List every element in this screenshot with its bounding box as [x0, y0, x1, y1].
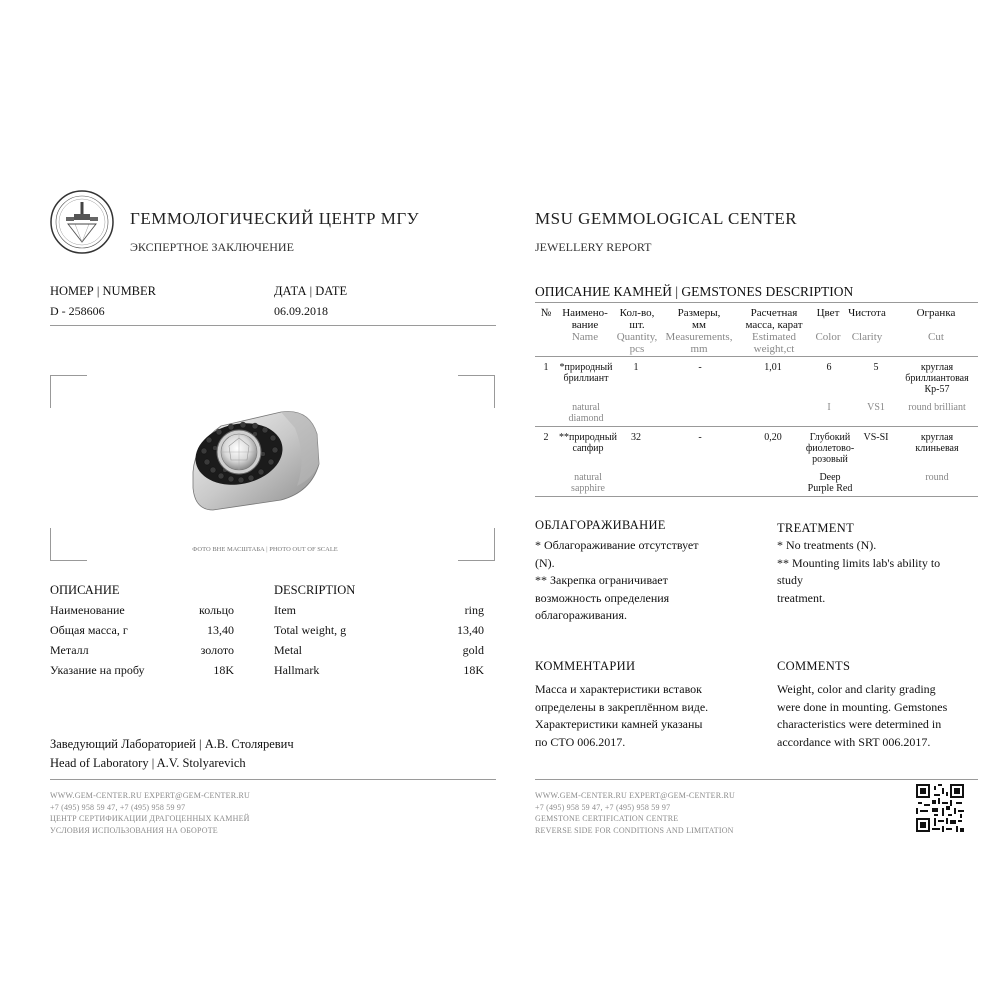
stone-color: 6 [826, 362, 832, 373]
comments-text-ru: Масса и характеристики вставок определены в закреплённом виде. Характеристики камней указаны по СТО 006.2017. [535, 682, 709, 749]
treatment-text-en: * No treatments (N). ** Mounting limits lab's ability to study treatment. [777, 538, 941, 605]
ru-label: Общая масса, г [50, 623, 128, 637]
table-rule [535, 496, 978, 497]
en-label: Metal [274, 643, 302, 657]
frame-corner [50, 375, 87, 408]
stone-measurements: - [698, 362, 702, 373]
frame-corner [50, 528, 87, 561]
treatment-heading-en: TREATMENT [777, 521, 854, 535]
stone-clarity-en: VS1 [867, 402, 885, 413]
description-row [274, 643, 484, 658]
stone-clarity: VS-SI [863, 432, 889, 443]
en-subtitle: JEWELLERY REPORT [535, 240, 652, 254]
ru-value: 13,40 [207, 623, 234, 637]
ru-value: 18K [213, 663, 234, 677]
ru-label: Металл [50, 643, 89, 657]
description-row [274, 623, 484, 638]
description-row [50, 643, 234, 658]
report-number: D - 258606 [50, 304, 105, 318]
stone-name: *природный бриллиант [559, 362, 613, 384]
stone-clarity: 5 [873, 362, 879, 373]
treatment-text-ru: * Облагораживание отсутствует (N). ** Закрепка ограничивает возможность определения облагораживания. [535, 538, 699, 622]
date-label: ДАТА | DATE [274, 284, 348, 298]
stone-name-en: natural diamond [568, 402, 604, 424]
stone-cut: круглая клиньевая [915, 432, 959, 454]
stone-quantity: 32 [631, 432, 641, 443]
comments-heading-ru: КОММЕНТАРИИ [535, 659, 636, 673]
comments-heading-en: COMMENTS [777, 659, 851, 673]
frame-corner [458, 528, 495, 561]
photo-caption: ФОТО ВНЕ МАСШТАБА | PHOTO OUT OF SCALE [192, 546, 338, 553]
divider [50, 325, 496, 326]
stone-name: **природный сапфир [559, 432, 617, 454]
header-weight: Расчетная масса, карат Estimated weight,ct [745, 307, 803, 355]
row-number: 2 [543, 432, 549, 443]
description-heading-ru: ОПИСАНИЕ [50, 583, 120, 597]
en-label: Total weight, g [274, 623, 347, 637]
stone-color: Глубокий фиолетово- розовый [805, 432, 855, 465]
description-row [50, 663, 234, 678]
stone-cut-en: round brilliant [908, 402, 966, 413]
frame-corner [458, 375, 495, 408]
ru-subtitle: ЭКСПЕРТНОЕ ЗАКЛЮЧЕНИЕ [130, 240, 294, 254]
qr-code-icon [916, 784, 964, 832]
header-clarity: Чистота Clarity [848, 307, 886, 343]
ru-title: ГЕММОЛОГИЧЕСКИЙ ЦЕНТР МГУ [130, 209, 420, 228]
header-measurements: Размеры, мм Measurements, mm [665, 307, 733, 355]
stone-cut-en: round [925, 472, 949, 483]
footer-left: WWW.GEM-CENTER.RU EXPERT@GEM-CENTER.RU +7 (495) 958 59 47, +7 (495) 958 59 97 ЦЕНТР СЕРТИФИКАЦИИ ДРАГОЦЕННЫХ КАМНЕЙ УСЛОВИЯ ИСПОЛЬЗОВАНИЯ НА ОБОРОТЕ [50, 791, 250, 835]
description-row [274, 603, 484, 618]
row-number: 1 [543, 362, 549, 373]
signature-en: Head of Laboratory | A.V. Stolyarevich [50, 756, 246, 770]
en-value: ring [464, 603, 484, 617]
header-quantity: Кол-во, шт. Quantity, pcs [616, 307, 658, 355]
stone-color-en: I [827, 402, 831, 413]
header-no: № [540, 307, 552, 319]
stone-weight: 0,20 [764, 432, 782, 443]
gemstones-heading: ОПИСАНИЕ КАМНЕЙ | GEMSTONES DESCRIPTION [535, 284, 854, 299]
stone-quantity: 1 [633, 362, 639, 373]
ring-photo [185, 388, 325, 516]
stone-name-en: natural sapphire [571, 472, 605, 494]
header-name: Наимено- вание Name [562, 307, 608, 343]
en-value: gold [462, 643, 484, 657]
footer-right: WWW.GEM-CENTER.RU EXPERT@GEM-CENTER.RU +7 (495) 958 59 47, +7 (495) 958 59 97 GEMSTONE CERTIFICATION CENTRE REVERSE SIDE FOR CONDITIONS AND LIMITATION [535, 791, 735, 835]
en-title: MSU GEMMOLOGICAL CENTER [535, 209, 798, 228]
table-rule [535, 356, 978, 357]
ru-value: золото [200, 643, 234, 657]
description-row [50, 623, 234, 638]
description-heading-en: DESCRIPTION [274, 583, 356, 597]
stone-color-en: Deep Purple Red [807, 472, 853, 494]
description-row [274, 663, 484, 678]
description-row [50, 603, 234, 618]
header-cut: Огранка Cut [916, 307, 956, 343]
stone-weight: 1,01 [764, 362, 782, 373]
stone-measurements: - [698, 432, 702, 443]
number-label: НОМЕР | NUMBER [50, 284, 156, 298]
table-rule [535, 302, 978, 303]
report-date: 06.09.2018 [274, 304, 328, 318]
ru-label: Наименование [50, 603, 125, 617]
comments-text-en: Weight, color and clarity grading were done in mounting. Gemstones characteristics were determined in accordance with SRT 006.2017. [777, 682, 948, 749]
en-value: 18K [463, 663, 484, 677]
en-value: 13,40 [457, 623, 484, 637]
signature-ru: Заведующий Лабораторией | А.В. Столяревич [50, 737, 294, 751]
treatment-heading-ru: ОБЛАГОРАЖИВАНИЕ [535, 518, 666, 532]
en-label: Item [274, 603, 296, 617]
table-rule [535, 426, 978, 427]
msu-seal-icon [50, 190, 114, 254]
header-color: Цвет Color [815, 307, 841, 343]
ru-value: кольцо [199, 603, 234, 617]
en-label: Hallmark [274, 663, 320, 677]
stone-cut: круглая бриллиантовая Кр-57 [905, 362, 969, 395]
footer-rule [535, 779, 978, 780]
footer-rule [50, 779, 496, 780]
ru-label: Указание на пробу [50, 663, 145, 677]
